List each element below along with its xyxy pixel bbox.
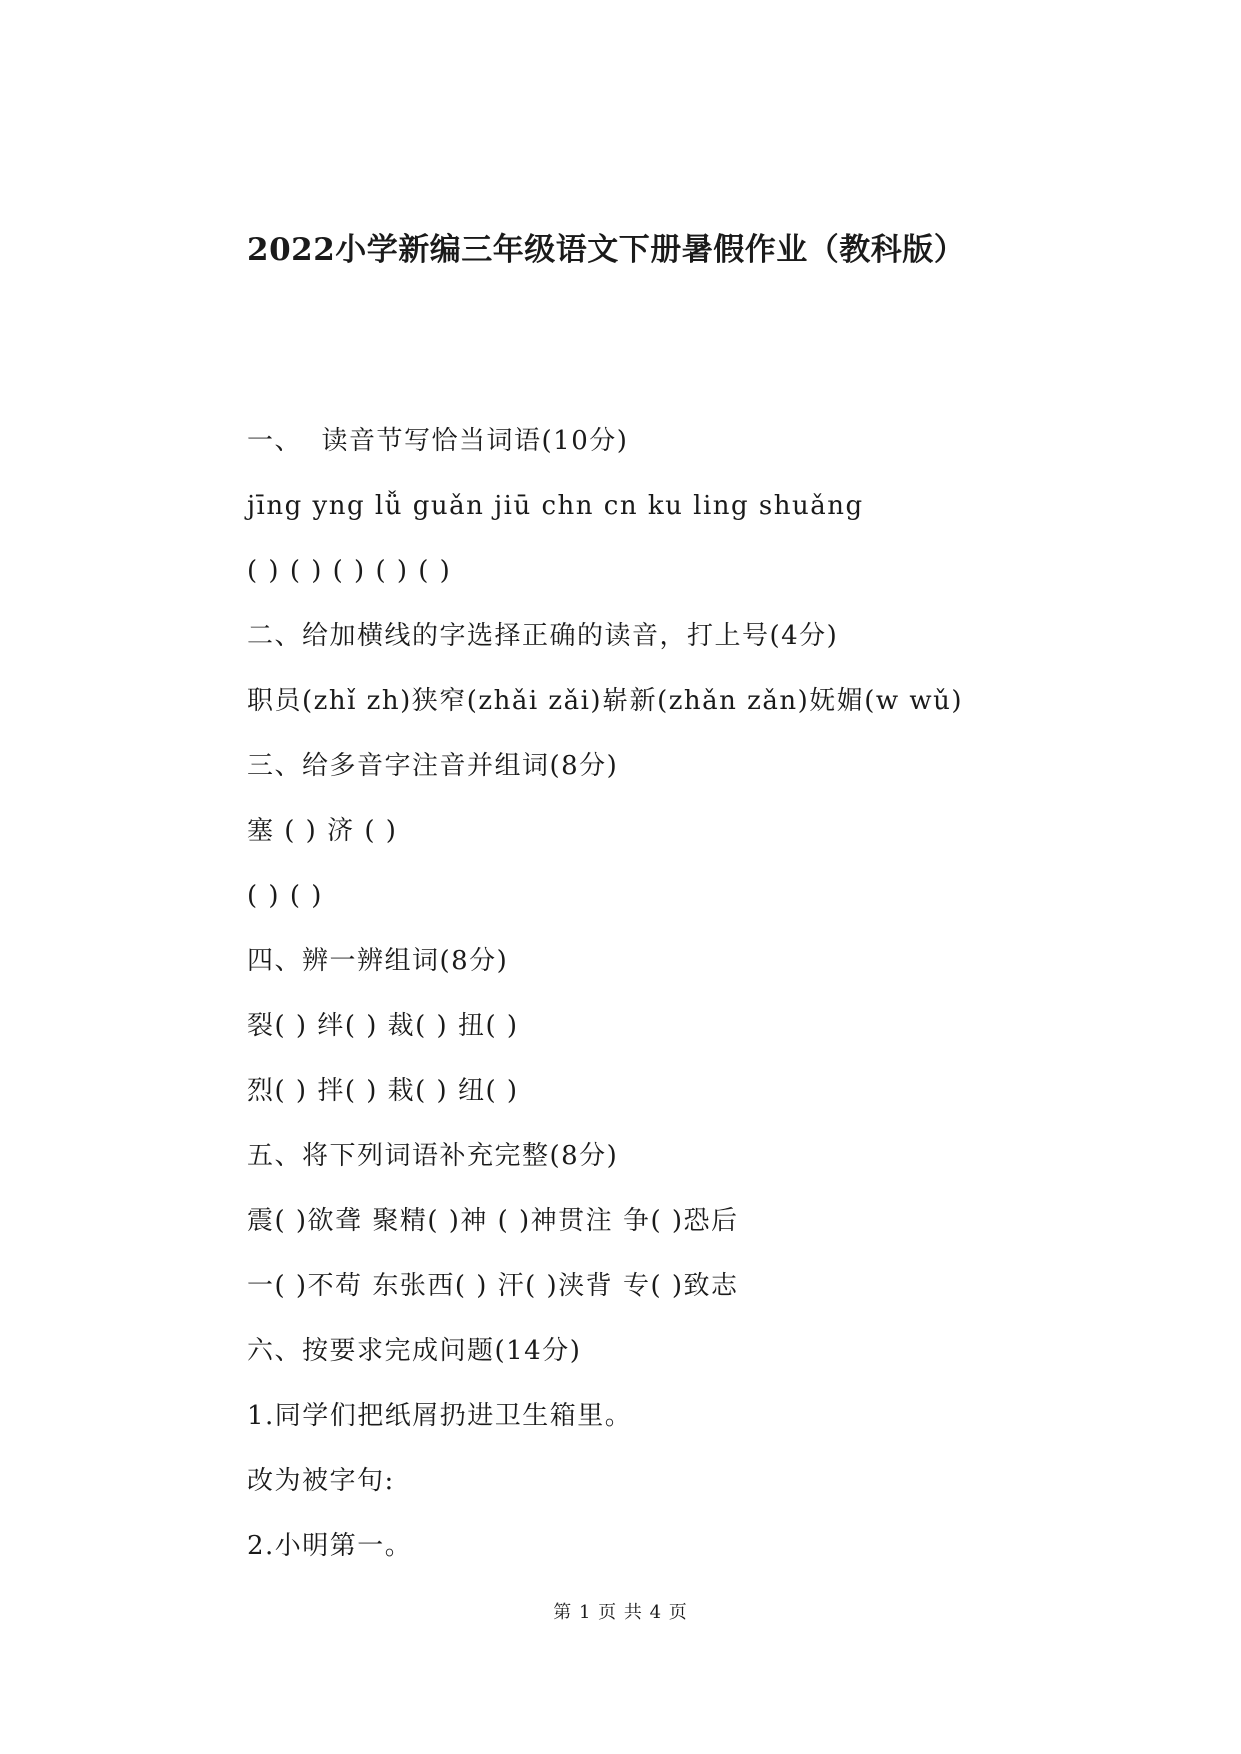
- answer-blanks: ( ) ( ): [247, 881, 323, 911]
- question-line: 烈( ) 拌( ) 栽( ) 纽( ): [247, 1076, 519, 1106]
- document-title: 2022小学新编三年级语文下册暑假作业（教科版）: [247, 232, 966, 268]
- question-line: 裂( ) 绊( ) 裁( ) 扭( ): [247, 1011, 519, 1041]
- question-line: 塞 ( ) 济 ( ): [247, 816, 398, 846]
- page-number-footer: 第 1 页 共 4 页: [553, 1602, 688, 1623]
- question-line: 职员(zhǐ zh)狭窄(zhǎi zǎi)崭新(zhǎn zǎn)妩媚(w wǔ): [247, 686, 964, 716]
- section-2-heading: 二、给加横线的字选择正确的读音，打上号(4分): [247, 621, 839, 651]
- section-4-heading: 四、辨一辨组词(8分): [247, 946, 509, 976]
- question-line: 震( )欲聋 聚精( )神 ( )神贯注 争( )恐后: [247, 1206, 739, 1236]
- question-line: 2.小明第一。: [247, 1531, 413, 1561]
- section-6-heading: 六、按要求完成问题(14分): [247, 1336, 582, 1366]
- document-body: [247, 422, 963, 1592]
- answer-blanks: ( ) ( ) ( ) ( ) ( ): [247, 556, 452, 586]
- instruction-line: 改为被字句:: [247, 1466, 395, 1496]
- section-3-heading: 三、给多音字注音并组词(8分): [247, 751, 619, 781]
- pinyin-line: jīng yng lǚ guǎn jiū chn cn ku ling shuǎng: [247, 491, 864, 521]
- question-line: 一( )不苟 东张西( ) 汗( )浃背 专( )致志: [247, 1271, 739, 1301]
- section-1-heading: 一、 读音节写恰当词语(10分): [247, 426, 629, 456]
- section-5-heading: 五、将下列词语补充完整(8分): [247, 1141, 619, 1171]
- question-line: 1.同学们把纸屑扔进卫生箱里。: [247, 1401, 633, 1431]
